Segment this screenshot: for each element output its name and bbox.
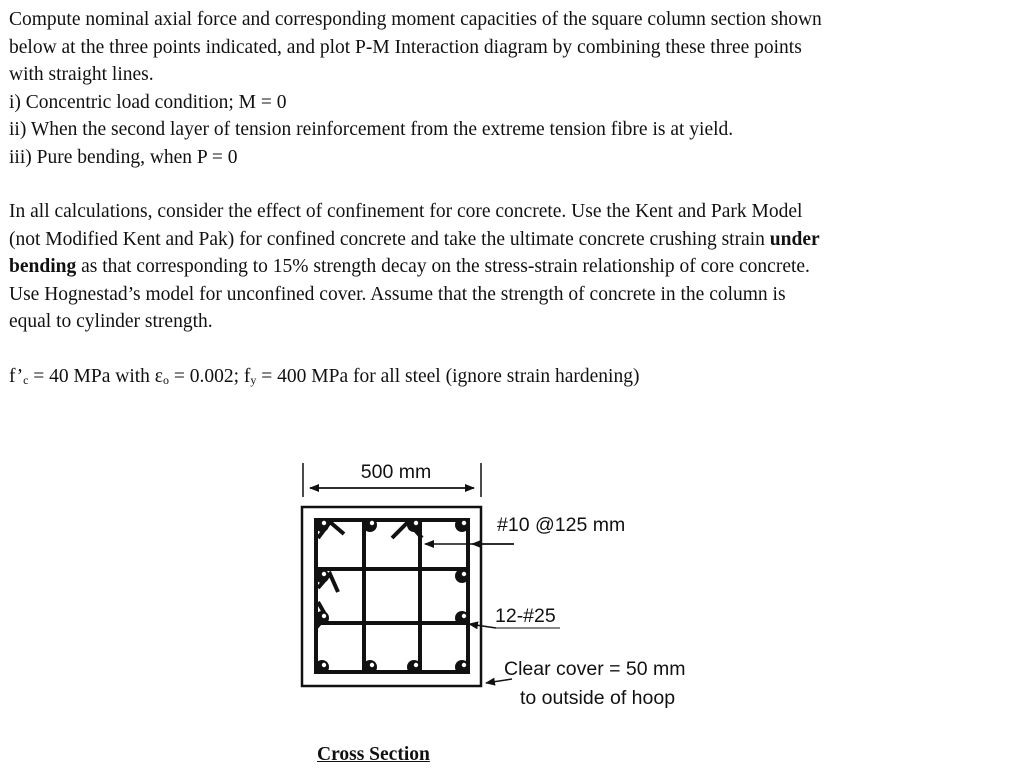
- eps-symbol: ε: [154, 365, 163, 387]
- rebar: [315, 518, 329, 532]
- rebar-highlights: [322, 521, 466, 667]
- rebar: [315, 660, 329, 674]
- width-dimension: [303, 461, 481, 497]
- rebar: [455, 569, 469, 583]
- rebar: [455, 518, 469, 532]
- rebar: [407, 518, 421, 532]
- eps-subscript: o: [163, 372, 169, 387]
- conditions-line: In all calculations, consider the effect of confinement for core concrete. Use the Kent and Park Model: [9, 201, 803, 222]
- cover-leader: [486, 658, 686, 709]
- outer-hoop: [316, 520, 468, 672]
- cover-label-line1: Clear cover = 50 mm: [504, 658, 686, 680]
- intro-line: with straight lines.: [9, 64, 154, 85]
- conditions-line: equal to cylinder strength.: [9, 311, 213, 332]
- hoop-reinforcement: [316, 520, 468, 672]
- item-balanced: ii) When the second layer of tension reinforcement from the extreme tension fibre is at yield.: [9, 119, 734, 140]
- item-concentric: i) Concentric load condition; M = 0: [9, 91, 287, 113]
- conditions-line: Use Hognestad’s model for unconfined cover. Assume that the strength of concrete in the column is: [9, 283, 786, 305]
- intro-line: below at the three points indicated, and plot P-M Interaction diagram by combining these three points: [9, 36, 802, 58]
- horizontal-tie: [316, 569, 468, 623]
- rebar: [455, 611, 469, 625]
- fc-value: = 40 MPa with: [28, 365, 155, 387]
- item-pure-bending: iii) Pure bending, when P = 0: [9, 146, 238, 168]
- rebar: [315, 611, 329, 625]
- figure-caption: Cross Section: [317, 744, 430, 765]
- concrete-outline: [302, 507, 481, 686]
- rebar: [363, 518, 377, 532]
- cover-label-line2: to outside of hoop: [520, 687, 676, 709]
- bold-word: bending: [9, 256, 77, 277]
- conditions-text: (not Modified Kent and Pak) for confined concrete and take the ultimate concrete crushing strain: [9, 228, 770, 250]
- vertical-tie: [364, 520, 420, 672]
- bold-word: under: [769, 228, 820, 250]
- rebar: [407, 660, 421, 674]
- fy-symbol: f: [243, 365, 251, 387]
- fc-symbol: f’: [9, 365, 24, 387]
- fy-value: = 400 MPa for all steel (ignore strain hardening): [256, 365, 640, 387]
- eps-value: = 0.002;: [169, 365, 244, 387]
- tie-label: #10 @125 mm: [497, 514, 626, 536]
- conditions-text: as that corresponding to 15% strength decay on the stress-strain relationship of core concrete.: [76, 256, 810, 277]
- tie-hooks: [316, 522, 422, 628]
- intro-line: Compute nominal axial force and corresponding moment capacities of the square column section shown: [9, 9, 822, 30]
- fc-subscript: c: [23, 372, 29, 387]
- rebar: [315, 569, 329, 583]
- bars-leader: [469, 605, 560, 628]
- width-label: 500 mm: [360, 461, 432, 483]
- bars-leader-arrow: [469, 624, 496, 628]
- rebar: [363, 660, 377, 674]
- rebar: [455, 660, 469, 674]
- longitudinal-bars: [315, 518, 469, 674]
- bars-label: 12-#25: [495, 605, 556, 627]
- fy-subscript: y: [250, 372, 257, 387]
